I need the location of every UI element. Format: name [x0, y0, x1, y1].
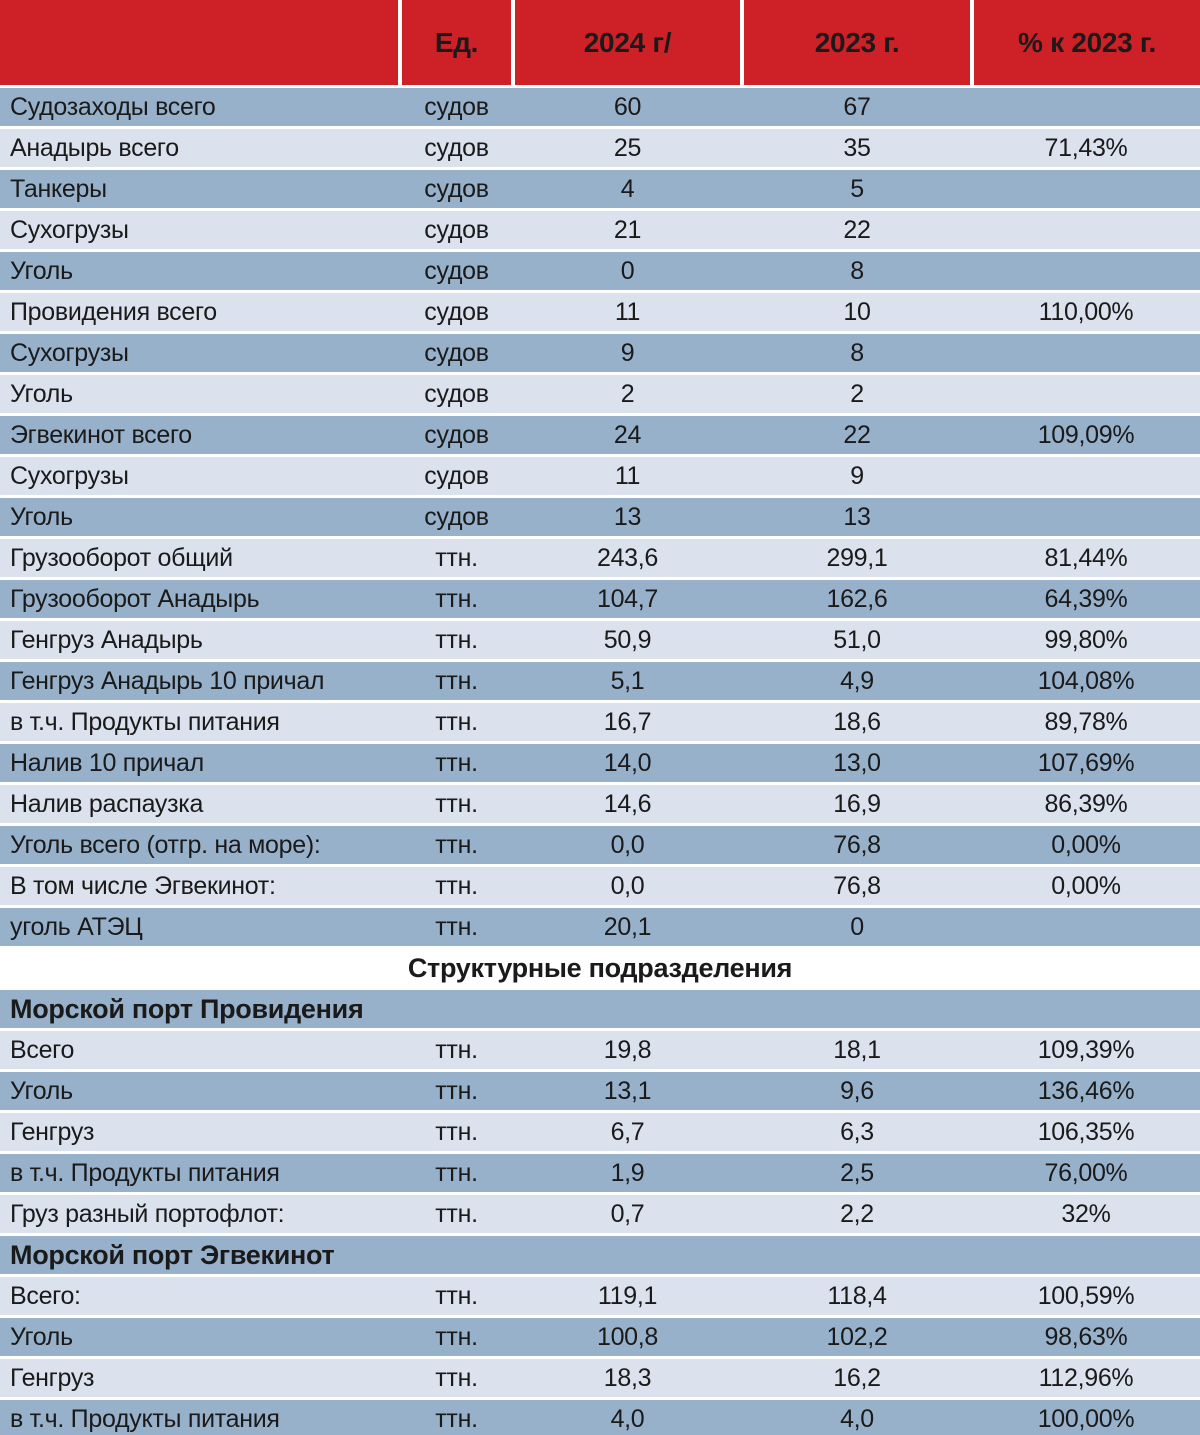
row-unit: ттн.: [435, 830, 478, 859]
percent-vs-2023: 76,00%: [1044, 1158, 1128, 1187]
row-label: Груз разный портофлот:: [10, 1199, 285, 1228]
row-unit: ттн.: [435, 625, 478, 654]
row-unit: ттн.: [435, 1158, 478, 1187]
row-unit: ттн.: [435, 543, 478, 572]
row-unit: судов: [424, 420, 489, 449]
row-label: Эгвекинот всего: [10, 420, 192, 449]
table-row: [0, 88, 1200, 126]
value-2024: 13: [613, 502, 642, 531]
value-2024: 4,0: [610, 1404, 645, 1433]
value-2023: 18,6: [833, 707, 881, 736]
row-unit: судов: [424, 133, 489, 162]
section-header-label: Морской порт Провидения: [10, 993, 364, 1024]
row-unit: ттн.: [435, 748, 478, 777]
value-2024: 4: [620, 174, 635, 203]
value-2023: 13: [843, 502, 871, 531]
value-2024: 104,7: [596, 584, 659, 613]
value-2023: 51,0: [833, 625, 881, 654]
percent-vs-2023: 109,09%: [1037, 420, 1135, 449]
row-label: Уголь: [10, 1076, 73, 1105]
value-2024: 0: [620, 256, 635, 285]
table-row: [0, 621, 1200, 659]
value-2023: 118,4: [827, 1281, 887, 1310]
percent-vs-2023: 89,78%: [1044, 707, 1128, 736]
value-2024: 1,9: [610, 1158, 645, 1187]
percent-vs-2023: [972, 170, 1200, 208]
row-unit: ттн.: [435, 1117, 478, 1146]
row-label: Всего:: [10, 1281, 81, 1310]
value-2023: 9,6: [840, 1076, 874, 1105]
value-2024: 11: [614, 461, 641, 490]
row-unit: ттн.: [435, 1035, 478, 1064]
row-unit: ттн.: [435, 1363, 478, 1392]
row-label: Генгруз Анадырь 10 причал: [10, 666, 325, 695]
row-label: в т.ч. Продукты питания: [10, 707, 280, 736]
table-row: [0, 334, 1200, 372]
row-unit: ттн.: [435, 912, 478, 941]
percent-vs-2023: 99,80%: [1044, 625, 1128, 654]
row-unit: ттн.: [435, 1076, 478, 1105]
row-label: Уголь: [10, 256, 73, 285]
value-2024: 13,1: [603, 1076, 652, 1105]
row-label: Генгруз: [10, 1117, 95, 1146]
table-row: [0, 703, 1200, 741]
row-label: Уголь всего (отгр. на море):: [10, 830, 321, 859]
value-2023: 102,2: [826, 1322, 888, 1351]
header-cell-unit: Ед.: [402, 0, 511, 85]
table-row: [0, 129, 1200, 167]
row-label: Генгруз Анадырь: [10, 625, 203, 654]
value-2024: 0,0: [610, 830, 645, 859]
row-unit: судов: [424, 256, 489, 285]
value-2023: 8: [850, 338, 864, 367]
value-2024: 0,0: [610, 871, 645, 900]
percent-vs-2023: 110,00%: [1038, 297, 1134, 326]
value-2023: 8: [850, 256, 864, 285]
row-label: Судозаходы всего: [10, 92, 216, 121]
percent-vs-2023: [972, 334, 1200, 372]
value-2023: 299,1: [826, 543, 888, 572]
table-row: [0, 375, 1200, 413]
row-label: в т.ч. Продукты питания: [10, 1404, 280, 1433]
percent-vs-2023: 0,00%: [1051, 871, 1121, 900]
value-2023: 10: [843, 297, 871, 326]
row-label: Сухогрузы: [10, 461, 129, 490]
section-header-row: [0, 990, 1200, 1028]
table-row: [0, 1195, 1200, 1233]
percent-vs-2023: 100,00%: [1037, 1404, 1135, 1433]
row-label: уголь АТЭЦ: [10, 912, 143, 941]
table-row: [0, 498, 1200, 536]
table-row: [0, 867, 1200, 905]
row-label: В том числе Эгвекинот:: [10, 871, 276, 900]
percent-vs-2023: 81,44%: [1044, 543, 1128, 572]
row-unit: ттн.: [435, 1281, 478, 1310]
value-2024: 2: [620, 379, 635, 408]
table-row: [0, 457, 1200, 495]
percent-vs-2023: 71,43%: [1044, 133, 1128, 162]
section-divider-row: [0, 949, 1200, 987]
percent-vs-2023: [972, 457, 1200, 495]
table-row: [0, 539, 1200, 577]
value-2023: 2,5: [840, 1158, 874, 1187]
percent-vs-2023: 32%: [1061, 1199, 1111, 1228]
section-header-row: [0, 1236, 1200, 1274]
table-row: [0, 211, 1200, 249]
percent-vs-2023: 104,08%: [1037, 666, 1135, 695]
value-2023: 35: [843, 133, 871, 162]
table-row: [0, 662, 1200, 700]
row-label: Анадырь всего: [10, 133, 179, 162]
percent-vs-2023: [972, 211, 1200, 249]
percent-vs-2023: 86,39%: [1044, 789, 1128, 818]
value-2023: 13,0: [833, 748, 881, 777]
value-2023: 16,9: [833, 789, 881, 818]
percent-vs-2023: [972, 252, 1200, 290]
row-unit: судов: [424, 502, 489, 531]
row-unit: ттн.: [435, 1199, 478, 1228]
row-label: Сухогрузы: [10, 338, 129, 367]
header-cell-2024: 2024 г/: [515, 0, 740, 85]
table-row: [0, 826, 1200, 864]
percent-vs-2023: 106,35%: [1037, 1117, 1135, 1146]
row-unit: судов: [424, 338, 489, 367]
value-2024: 25: [613, 133, 642, 162]
row-label: Уголь: [10, 1322, 73, 1351]
table-row: [0, 170, 1200, 208]
percent-vs-2023: 107,69%: [1037, 748, 1135, 777]
row-unit: судов: [424, 461, 489, 490]
value-2023: 4,9: [840, 666, 874, 695]
value-2023: 16,2: [833, 1363, 881, 1392]
table-row: [0, 580, 1200, 618]
row-unit: ттн.: [435, 1322, 478, 1351]
value-2023: 18,1: [833, 1035, 881, 1064]
row-label: Грузооборот Анадырь: [10, 584, 260, 613]
value-2024: 60: [613, 92, 642, 121]
table-row: [0, 1072, 1200, 1110]
value-2023: 9: [850, 461, 864, 490]
value-2023: 22: [843, 215, 871, 244]
value-2023: 6,3: [840, 1117, 874, 1146]
table-row: [0, 1113, 1200, 1151]
value-2023: 4,0: [840, 1404, 874, 1433]
percent-vs-2023: [972, 908, 1200, 946]
table-row: [0, 416, 1200, 454]
value-2024: 18,3: [603, 1363, 652, 1392]
value-2024: 0,7: [610, 1199, 645, 1228]
row-unit: судов: [424, 297, 489, 326]
value-2024: 243,6: [596, 543, 659, 572]
row-unit: ттн.: [435, 584, 478, 613]
row-label: Сухогрузы: [10, 215, 129, 244]
table-row: [0, 785, 1200, 823]
row-unit: ттн.: [435, 871, 478, 900]
value-2024: 50,9: [603, 625, 652, 654]
table-row: [0, 1318, 1200, 1356]
value-2023: 162,6: [826, 584, 888, 613]
row-label: Уголь: [10, 379, 73, 408]
table-row: [0, 1400, 1200, 1435]
value-2024: 5,1: [610, 666, 645, 695]
table-row: [0, 1277, 1200, 1315]
value-2023: 0: [850, 912, 864, 941]
percent-vs-2023: 100,59%: [1037, 1281, 1135, 1310]
value-2023: 76,8: [833, 830, 881, 859]
value-2024: 24: [613, 420, 642, 449]
value-2024: 119,1: [597, 1281, 658, 1310]
row-unit: судов: [424, 174, 489, 203]
row-label: Налив распаузка: [10, 789, 204, 818]
value-2023: 67: [843, 92, 871, 121]
section-header-label: Морской порт Эгвекинот: [10, 1239, 335, 1270]
row-label: Провидения всего: [10, 297, 217, 326]
value-2024: 14,0: [603, 748, 652, 777]
percent-vs-2023: 64,39%: [1044, 584, 1128, 613]
value-2024: 19,8: [603, 1035, 652, 1064]
row-label: Налив 10 причал: [10, 748, 204, 777]
row-label: Всего: [10, 1035, 75, 1064]
value-2023: 2: [850, 379, 864, 408]
row-label: в т.ч. Продукты питания: [10, 1158, 280, 1187]
row-label: Генгруз: [10, 1363, 95, 1392]
value-2023: 76,8: [833, 871, 881, 900]
value-2024: 21: [613, 215, 642, 244]
row-unit: ттн.: [435, 666, 478, 695]
percent-vs-2023: [972, 375, 1200, 413]
table-row: [0, 744, 1200, 782]
header-cell-2023: 2023 г.: [744, 0, 970, 85]
percent-vs-2023: [972, 88, 1200, 126]
table-header-row: [0, 0, 1200, 85]
row-label: Грузооборот общий: [10, 543, 233, 572]
header-cell-name: [0, 0, 398, 85]
table-body: [0, 88, 1200, 1435]
value-2023: 22: [843, 420, 871, 449]
table-row: [0, 1031, 1200, 1069]
value-2024: 6,7: [610, 1117, 645, 1146]
percent-vs-2023: 112,96%: [1038, 1363, 1134, 1392]
value-2024: 100,8: [596, 1322, 659, 1351]
row-label: Уголь: [10, 502, 73, 531]
row-unit: ттн.: [435, 707, 478, 736]
value-2023: 2,2: [840, 1199, 874, 1228]
table-row: [0, 293, 1200, 331]
section-divider-label: Структурные подразделения: [407, 952, 793, 983]
value-2024: 9: [620, 338, 635, 367]
value-2024: 20,1: [603, 912, 652, 941]
table-row: [0, 1154, 1200, 1192]
table-row: [0, 252, 1200, 290]
table-row: [0, 908, 1200, 946]
table-row: [0, 1359, 1200, 1397]
percent-vs-2023: [972, 498, 1200, 536]
value-2024: 16,7: [603, 707, 652, 736]
value-2024: 11: [614, 297, 641, 326]
row-unit: судов: [424, 92, 489, 121]
percent-vs-2023: 136,46%: [1037, 1076, 1135, 1105]
row-label: Танкеры: [10, 174, 107, 203]
percent-vs-2023: 109,39%: [1037, 1035, 1135, 1064]
header-cell-percent: % к 2023 г.: [974, 0, 1200, 85]
percent-vs-2023: 98,63%: [1044, 1322, 1128, 1351]
row-unit: судов: [424, 215, 489, 244]
value-2023: 5: [850, 174, 864, 203]
row-unit: ттн.: [435, 1404, 478, 1433]
percent-vs-2023: 0,00%: [1051, 830, 1121, 859]
row-unit: судов: [424, 379, 489, 408]
row-unit: ттн.: [435, 789, 478, 818]
value-2024: 14,6: [603, 789, 652, 818]
